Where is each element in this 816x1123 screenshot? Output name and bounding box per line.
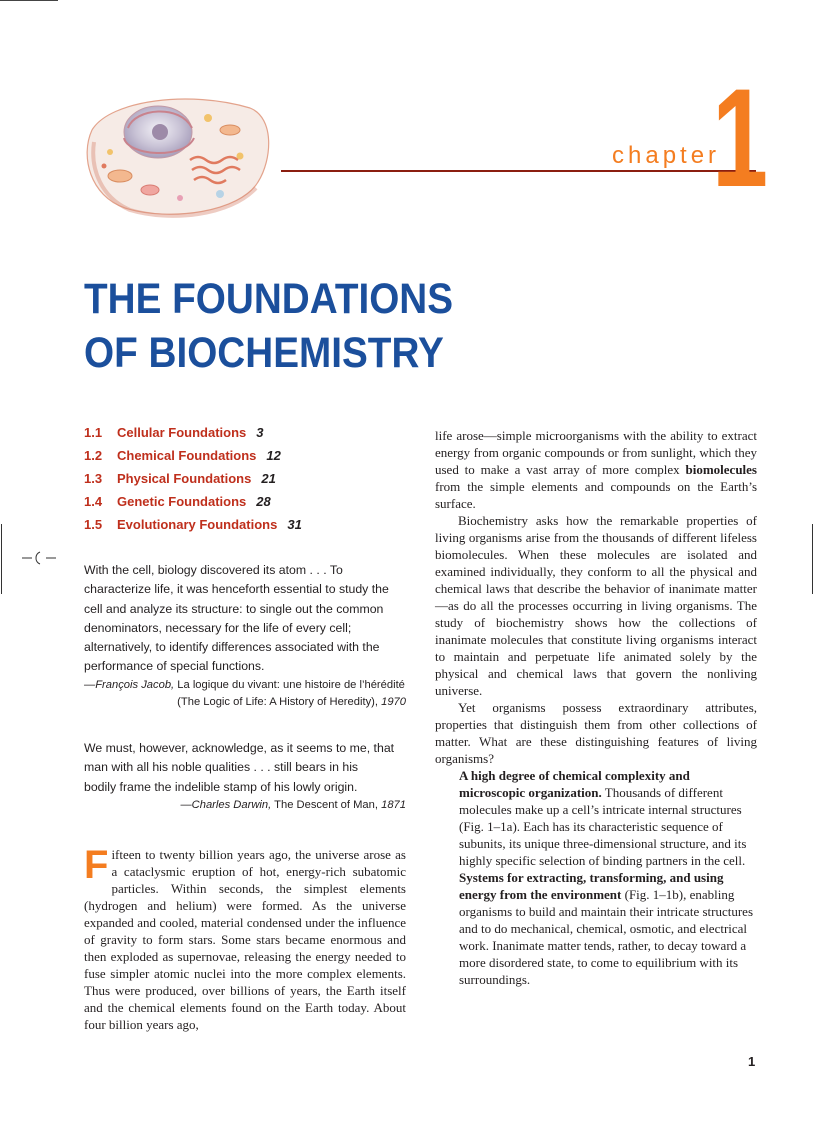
toc-item[interactable]: 1.4 Genetic Foundations 28 [84,494,271,509]
epigraph-citation-cont: (The Logic of Life: A History of Heredity), 1970 [177,695,406,708]
body-paragraph: Yet organisms possess extraordinary attributes, properties that distinguish them from other collections of matter. What are these distinguishing features of living organisms? [435,700,757,766]
cell-illustration-icon [80,90,275,225]
margin-rule-right [812,524,813,594]
key-term: biomolecules [685,462,757,477]
epigraph-citation: —Charles Darwin, The Descent of Man, 1871 [180,798,406,811]
body-paragraph: Biochemistry asks how the remarkable properties of living organisms arise from the thousands of different lifeless biomolecules. When these molecules are isolated and examined individually, they conform to all the physical and chemical laws that describe the behavior of inanimate matter—as do all the processes occurring in living organisms. The study of biochemistry shows how the collections of inanimate molecules that constitute living organisms interact to maintain and perpetuate life animated solely by the physical and chemical laws that govern the nonliving universe. [435,513,757,698]
epigraph-line: alternatively, to identify differences associated with the [84,640,380,655]
feature-item: Systems for extracting, transforming, and using energy from the environment (Fig. 1–1b), enabling organisms to build and maintain their intricate structures and to do mechanical, chemical, osmotic, and electrical work. Inanimate matter tends, rather, to decay toward a more disordered state, to come to equilibrium with its surroundings. [459,870,753,987]
epigraph-citation: —François Jacob, La logique du vivant: une histoire de l’hérédité [84,678,405,691]
chapter-number: 1 [712,59,769,216]
section-list [84,425,424,540]
crop-mark-top [0,0,58,1]
body-paragraph: life arose—simple microorganisms with the ability to extract energy from organic compounds or from sunlight, which they used to make a vast array of more complex biomolecules from the simple elements and compounds on the Earth’s surface. [435,428,757,511]
epigraph-line: cell and analyze its structure: to single out the common [84,601,384,616]
epigraph-line: denominators, necessary for the life of every cell; [84,620,352,635]
toc-item[interactable]: 1.5 Evolutionary Foundations 31 [84,517,302,532]
toc-item[interactable]: 1.2 Chemical Foundations 12 [84,448,281,463]
registration-mark-icon [22,546,58,570]
toc-item[interactable]: 1.3 Physical Foundations 21 [84,471,276,486]
body-column-left [84,843,406,1033]
chapter-title-line: OF BIOCHEMISTRY [84,329,444,377]
chapter-rule [281,170,756,172]
chapter-title [84,272,552,380]
epigraph-line: man with all his noble qualities . . . still bears in his [84,760,359,775]
epigraph-jacob [84,561,406,711]
feature-item: A high degree of chemical complexity and microscopic organization. Thousands of different molecules make up a cell’s intricate internal structures (Fig. 1–1a). Each has its characteristic sequence of subunits, its unique three-dimensional structure, and its highly specific selection of binding partners in the cell. [459,768,747,868]
epigraph-line: performance of special functions. [84,659,265,674]
page-number: 1 [748,1054,756,1069]
epigraph-line: With the cell, biology discovered its atom . . . To [84,563,343,577]
chapter-label: chapter [612,142,721,169]
epigraph-line: bodily frame the indelible stamp of his lowly origin. [84,779,358,794]
toc-item[interactable]: 1.1 Cellular Foundations 3 [84,425,264,440]
drop-cap: F [84,843,109,887]
epigraph-line: We must, however, acknowledge, as it seems to me, that [84,741,395,755]
chapter-title-line: THE FOUNDATIONS [84,275,454,323]
body-column-right [435,427,757,988]
epigraph-line: characterize life, it was henceforth essential to study the [84,582,389,597]
margin-rule-left [1,524,2,594]
epigraph-darwin [84,739,406,814]
body-paragraph: ifteen to twenty billion years ago, the universe arose as a cataclysmic eruption of hot, energy-rich subatomic particles. Within seconds, the simplest elements (hydrogen and helium) were formed. As the universe expanded and cooled, material condensed under the influence of gravity to form stars. Some stars became enormous and then exploded as supernovae, releasing the energy needed to fuse simpler atomic nuclei into the more complex elements. Thus were produced, over billions of years, the Earth itself and the chemical elements found on the Earth today. About four billion years ago, [84,847,406,1032]
